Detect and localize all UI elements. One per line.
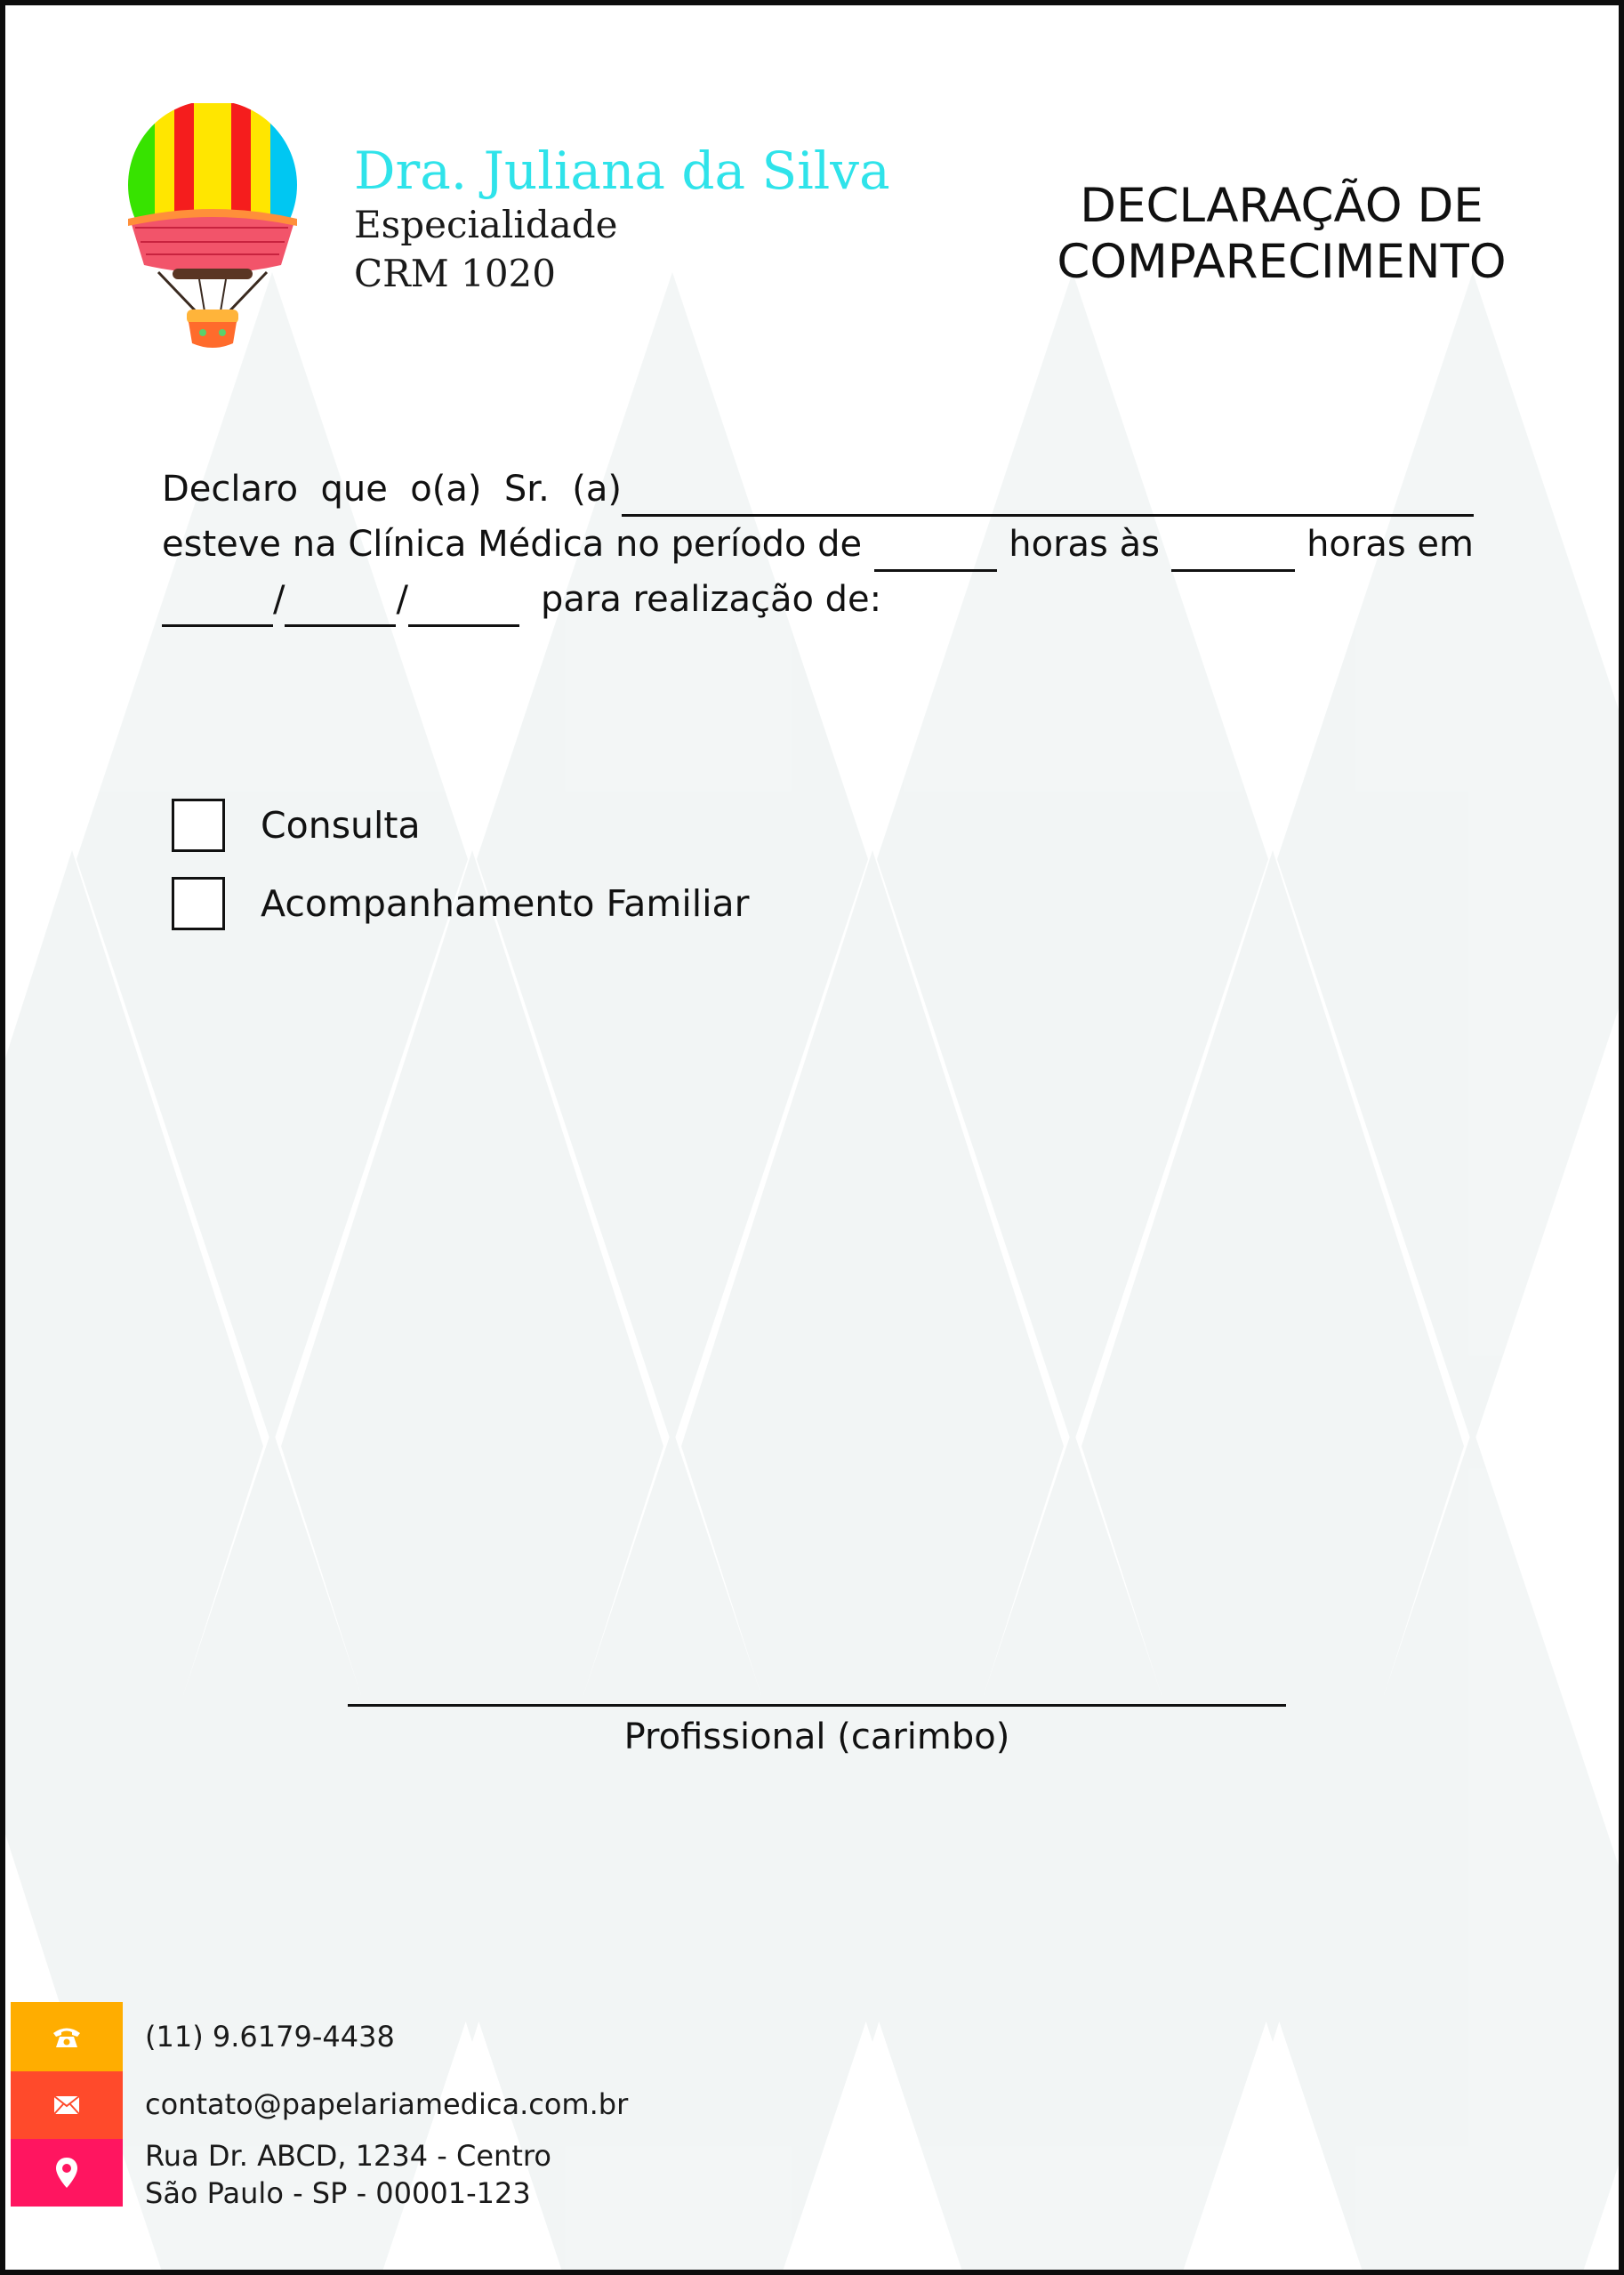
- date-month-field[interactable]: [285, 585, 396, 627]
- address-line-1: Rua Dr. ABCD, 1234 - Centro: [145, 2139, 551, 2173]
- hours-on-text: horas em: [1306, 524, 1474, 565]
- phone-tile: [11, 2002, 123, 2071]
- doctor-info: [354, 143, 890, 299]
- option-acompanhamento[interactable]: [172, 877, 750, 930]
- email-address: contato@papelariamedica.com.br: [145, 2087, 629, 2121]
- purpose-text: para realização de:: [540, 579, 882, 620]
- phone-number: (11) 9.6179-4438: [145, 2020, 395, 2054]
- doctor-name: Dra. Juliana da Silva: [354, 141, 890, 201]
- phone-icon: [52, 2025, 82, 2048]
- consulta-checkbox[interactable]: [172, 799, 225, 852]
- acompanhamento-checkbox[interactable]: [172, 877, 225, 930]
- hours-to-text: horas às: [1009, 524, 1160, 565]
- email-icon: [53, 2095, 80, 2115]
- address-tile: [11, 2139, 123, 2207]
- end-time-field[interactable]: [1171, 530, 1294, 572]
- start-time-field[interactable]: [874, 530, 997, 572]
- address-line-2: São Paulo - SP - 00001-123: [145, 2176, 531, 2210]
- consulta-label: Consulta: [261, 804, 421, 847]
- date-year-field[interactable]: [408, 585, 519, 627]
- location-pin-icon: [55, 2157, 78, 2189]
- patient-name-field[interactable]: [622, 475, 1474, 517]
- document-title: [1010, 179, 1553, 290]
- signature-label: Profissional (carimbo): [623, 1716, 1010, 1757]
- declaration-period-text: esteve na Clínica Médica no período de: [162, 524, 863, 565]
- balloon-logo: [119, 103, 306, 361]
- declaration-text: [162, 462, 1474, 627]
- option-consulta[interactable]: [172, 799, 421, 852]
- title-line-2: COMPARECIMENTO: [1057, 234, 1507, 289]
- specialty: Especialidade: [354, 202, 618, 246]
- acompanhamento-label: Acompanhamento Familiar: [261, 882, 750, 925]
- date-day-field[interactable]: [162, 585, 273, 627]
- email-tile: [11, 2071, 123, 2139]
- signature-line[interactable]: [348, 1704, 1286, 1707]
- crm-number: CRM 1020: [354, 252, 557, 296]
- date-separator: /: [396, 579, 408, 620]
- date-separator: /: [273, 579, 285, 620]
- title-line-1: DECLARAÇÃO DE: [1080, 179, 1483, 233]
- address: [145, 2137, 551, 2212]
- declaration-prefix: Declaro que o(a) Sr. (a): [162, 469, 622, 510]
